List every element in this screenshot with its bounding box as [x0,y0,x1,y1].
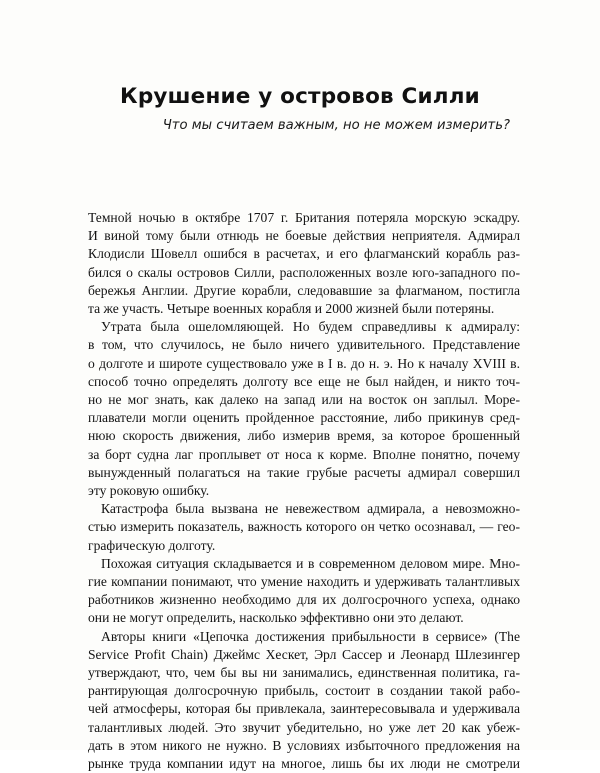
paragraph [88,628,520,773]
text-line: гие компании понимают, что умение находить и удерживать талантливых [88,574,520,590]
text-line: чей атмосферы, которая бы привлекала, заинтересовывала и удерживала [88,701,520,717]
text-line: утверждают, что, чем бы вы ни занимались, единственная политика, га- [88,665,520,681]
paragraph [88,500,520,555]
chapter-subtitle: Что мы считаем важным, но не можем измерить? [162,118,510,133]
text-line: Service Profit Chain) Джеймс Хескет, Эрл Сассер и Леонард Шлезингер [88,646,520,662]
text-line: вынужденный полагаться на такие грубые расчеты адмирал совершил [88,464,520,480]
text-line: они не могут определить, насколько эффективно они это делают. [88,610,464,626]
text-line: стью измерить показатель, важность которого он четко осознавал, — гео- [88,519,520,535]
text-line: рантирующая долгосрочную прибыль, состоит в создании такой рабо- [88,683,520,699]
text-line: Темной ночью в октябре 1707 г. Британия потеряла морскую эскадру. [88,210,520,225]
text-line: бился о скалы островов Силли, расположенных возле юго-западного по- [88,264,520,280]
text-line: эту роковую ошибку. [88,483,210,499]
text-line: Утрата была ошеломляющей. Но будем справедливы к адмиралу: [101,319,520,335]
chapter-title: Крушение у островов Силли [120,84,480,109]
text-line: дать в этом никого не нужно. В условиях избыточного предложения на [88,737,520,753]
text-line: Авторы книги «Цепочка достижения прибыльности в сервисе» (The [101,628,520,644]
text-line: работников жизненно необходимо для их долгосрочного успеха, однако [88,592,520,608]
text-line: в том, что случилось, не было ничего удивительного. Представление [88,337,520,353]
text-line: о долготе и широте существовало уже в I в. до н. э. Но к началу XVIII в. [88,355,520,371]
text-line: И виной тому были отнюдь не боевые действия неприятеля. Адмирал [88,228,520,244]
text-line: рынке труда компании идут на многое, лишь бы их люди не смотрели [88,756,520,772]
paragraph [88,209,520,318]
text-line: но не мог знать, как далеко на запад или на восток он заплыл. Море- [88,392,520,408]
paragraph [88,318,520,500]
text-line: графическую долготу. [88,537,216,553]
text-line: талантливых людей. Это звучит убедительно, но уже лет 20 как убеж- [88,719,520,735]
body-text [88,209,520,773]
text-line: Похожая ситуация складывается и в современном деловом мире. Мно- [101,555,520,571]
paragraph [88,555,520,628]
text-line: за борт судна лаг проплывет от носа к корме. Вполне понятно, почему [88,446,520,462]
text-line: Клодисли Шовелл ошибся в расчетах, и его флагманский корабль раз- [88,246,520,262]
text-line: нюю скорость движения, либо измерив время, за которое брошенный [88,428,520,444]
text-line: бережья Англии. Другие корабли, следовавшие за флагманом, постигла [88,282,520,298]
text-line: Катастрофа была вызвана не невежеством адмирала, а невозможно- [101,501,520,517]
text-line: та же участь. Четыре военных корабля и 2000 жизней были потеряны. [88,301,495,317]
text-line: плаватели могли оценить пройденное расстояние, либо прикинув сред- [88,410,520,426]
text-line: способ точно определять долготу все еще не был найден, и никто точ- [88,373,520,389]
